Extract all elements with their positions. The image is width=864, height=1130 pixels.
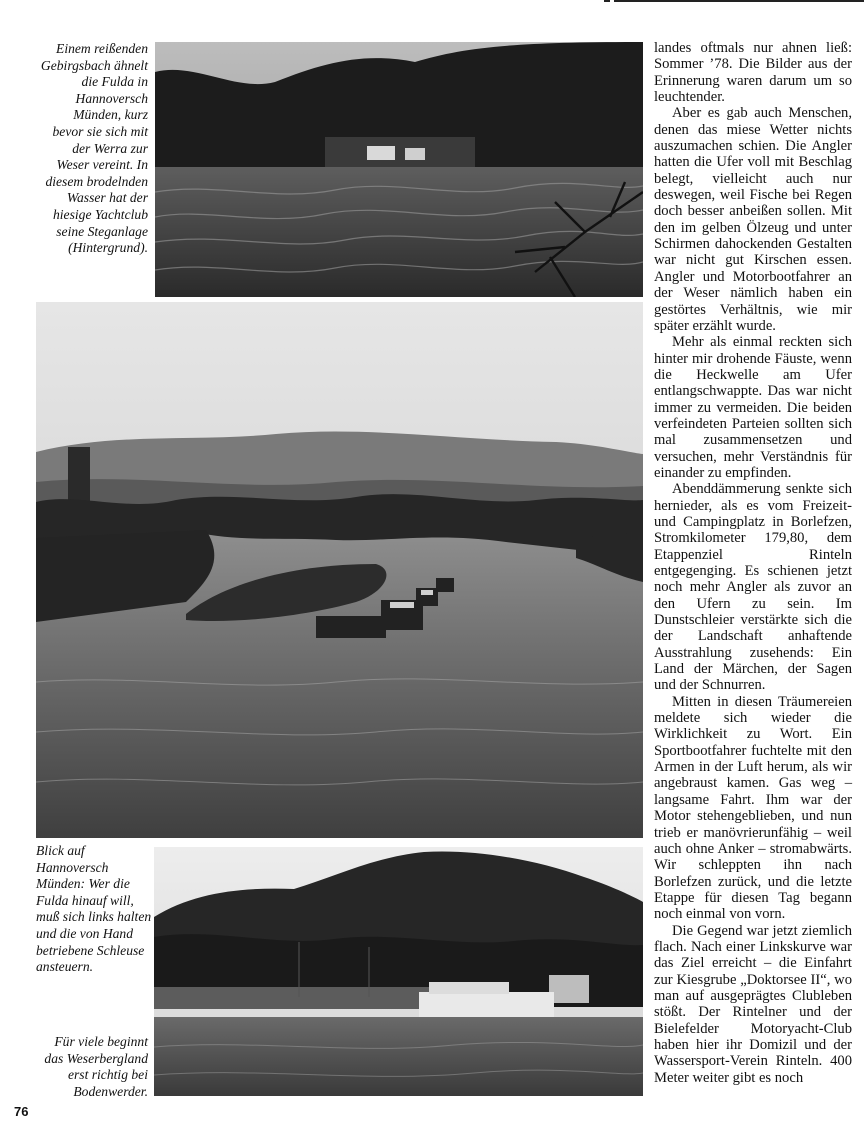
article-paragraph: Abenddämmerung senkte sich hernieder, als es vom Freizeit- und Campingplatz in Borlefzen, Stromkilometer 179,80, dem Etappenziel Rinteln entgegenging. Es schienen jetzt noch mehr Angler als zuvor an den Ufern zu sein. Im Dunstschleier verstärkte sich die der Landschaft anhaftende Ausstrahlung zusehends: Ein Land der Märchen, der Sagen und der Schnurren.	[654, 481, 852, 694]
article-paragraph: Mitten in diesen Träumereien meldete sich wieder die Wirklichkeit zu Wort. Ein Sportbootfahrer fuchtelte mit den Armen in der Luft herum, als wir angebraust kamen. Gas weg – langsame Fahrt. Ihm war der Motor stehengeblieben, und nun trieb er manövrierunfähig – weil auch ohne Anker – stromabwärts. Wir schleppten ihn nach Borlefzen zurück, und die letzte Etappe für diesen Tag begann noch einmal von vorn.	[654, 693, 852, 923]
article-paragraph: landes oftmals nur ahnen ließ: Sommer ’78. Die Bilder aus der Erinnerung waren darum um so leuchtender.	[654, 40, 852, 106]
top-rule	[614, 0, 864, 2]
photo-bodenwerder	[154, 847, 643, 1096]
article-column	[654, 40, 852, 1086]
page-number: 76	[14, 1104, 29, 1119]
caption-photo-1: Einem reißenden Gebirgsbach ähnelt die Fulda in Hannoversch Münden, kurz bevor sie sich mit der Werra zur Weser vereint. In diesem brodelnden Wasser hat der hiesige Yachtclub seine Steganlage (Hintergrund).	[40, 41, 148, 256]
photo-hann-muenden-river	[36, 302, 643, 838]
article-paragraph: Mehr als einmal reckten sich hinter mir drohende Fäuste, wenn die Heckwelle am Ufer entlangschwappte. Das war nicht immer zu vermeiden. Die beiden verfeindeten Parteien sollten sich mal zusammensetzen und versuchen, mehr Verständnis für einander zu empfinden.	[654, 334, 852, 481]
caption-photo-3: Für viele beginnt das Weserbergland erst richtig bei Bodenwerder.	[44, 1034, 148, 1099]
article-paragraph: Aber es gab auch Menschen, denen das miese Wetter nichts auszumachen schien. Die Angler hatten die Ufer voll mit Beschlag belegt, vielleicht auch nur deswegen, weil Fische bei Regen doch besser anbeißen sollen. Mit den im gelben Ölzeug und unter Schirmen dahockenden Gestalten war nicht gut Kirschen essen. Angler und Motorbootfahrer an der Weser nämlich haben ein gestörtes Verhältnis, wie mir später erzählt wurde.	[654, 105, 852, 334]
article-paragraph: Die Gegend war jetzt ziemlich flach. Nach einer Linkskurve war das Ziel erreicht – die Einfahrt zur Kiesgrube „Doktorsee II“, wo man auf ausgeprägtes Clubleben stößt. Der Rintelner und der Bielefelder Motoryacht-Club haben hier ihr Domizil und der Wassersport-Verein Rinteln. 400 Meter weiter gibt es noch	[654, 922, 852, 1086]
photo-fulda-rapids	[155, 42, 643, 297]
caption-photo-2: Blick auf Hannoversch Münden: Wer die Fulda hinauf will, muß sich links halten und die von Hand betriebene Schleuse ansteuern.	[36, 843, 152, 975]
